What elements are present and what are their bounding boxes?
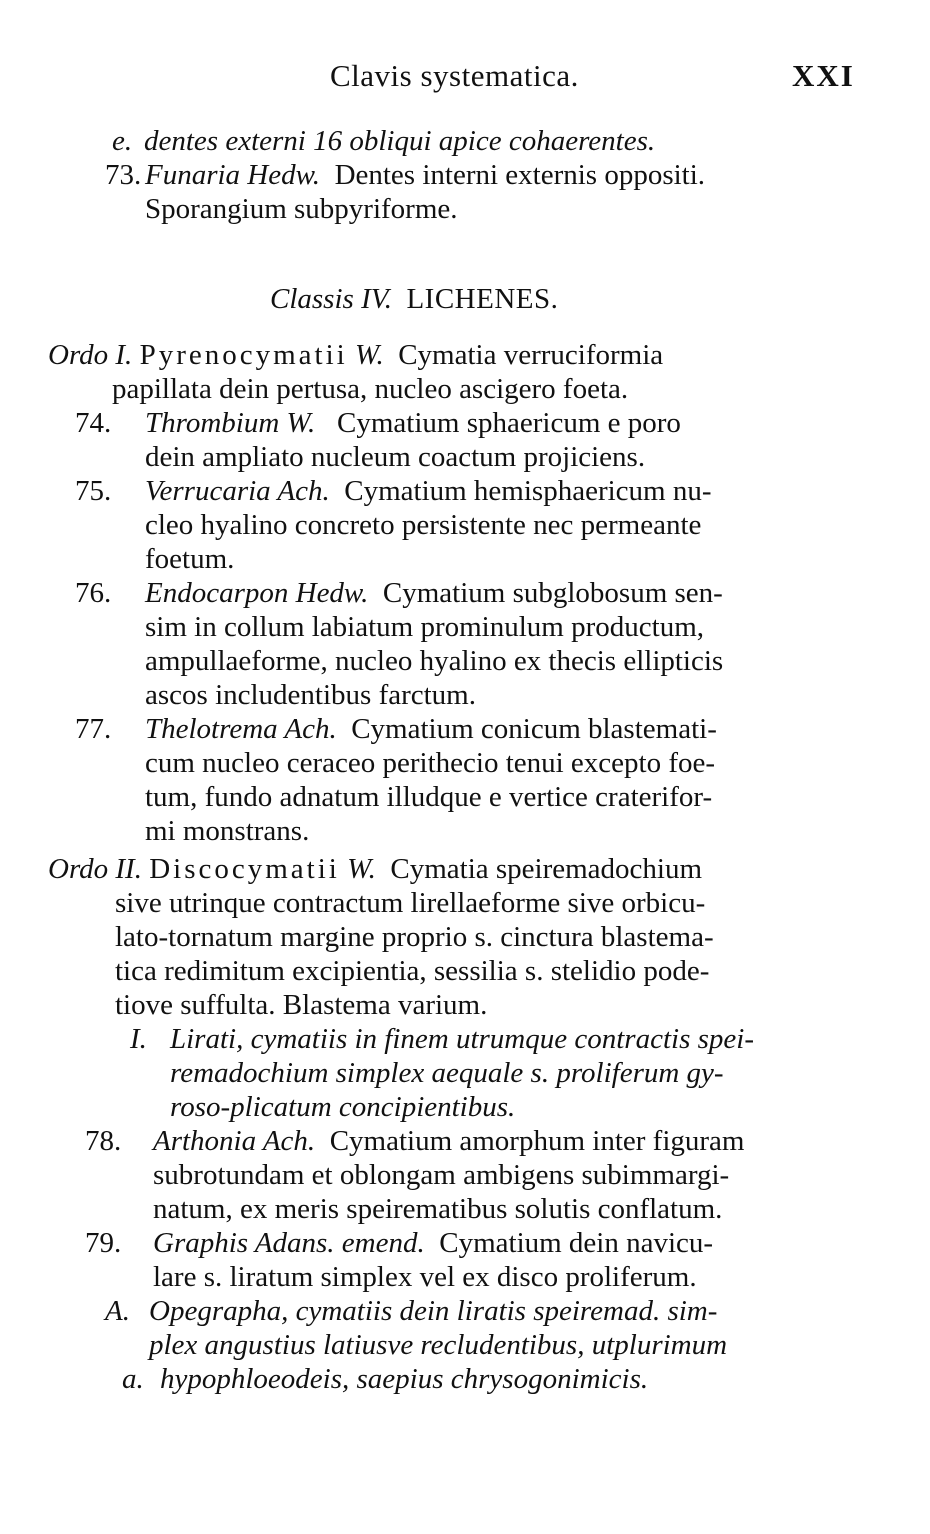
genus-79-number: 79. <box>85 1227 122 1259</box>
section-A-line2: plex angustius latiusve recludentibus, utplurimum <box>149 1329 728 1361</box>
genus-79-text: Cymatium dein navicu- <box>439 1227 714 1259</box>
section-A-a-label: a. <box>122 1363 144 1395</box>
genus-78-text: Cymatium amorphum inter figuram <box>329 1125 745 1157</box>
genus-75-text: Cymatium hemisphaericum nu- <box>344 475 712 507</box>
genus-74-text: Cymatium sphaericum e poro <box>337 407 681 439</box>
ordo-1-name: Pyrenocymatii <box>139 339 348 371</box>
genus-75-number: 75. <box>75 475 112 507</box>
header-title: Clavis systematica. <box>330 58 579 93</box>
section-A-line1: Opegrapha, cymatiis dein liratis speiremad. sim- <box>149 1295 718 1327</box>
section-I-label: I. <box>130 1023 147 1055</box>
genus-73-number: 73. <box>105 159 142 191</box>
genus-74-number: 74. <box>75 407 112 439</box>
classis-label: Classis IV. <box>270 283 392 315</box>
genus-78-line2: subrotundam et oblongam ambigens subimmargi- <box>153 1159 730 1191</box>
genus-77-line3: tum, fundo adnatum illudque e vertice craterifor- <box>145 781 713 813</box>
genus-78-line3: natum, ex meris speirematibus solutis conflatum. <box>153 1193 723 1225</box>
classis-heading <box>270 282 558 316</box>
genus-76-name: Endocarpon Hedw. <box>145 577 369 609</box>
ordo-2-line5: tiove suffulta. Blastema varium. <box>115 989 488 1021</box>
entry-e-label: e. <box>112 125 133 157</box>
genus-79 <box>85 1226 713 1260</box>
section-A-label: A. <box>105 1295 130 1327</box>
section-I-line2: remadochium simplex aequale s. proliferum gy- <box>170 1057 724 1089</box>
ordo-1 <box>48 338 860 372</box>
entry-e-text: dentes externi 16 obliqui apice cohaerentes. <box>144 125 656 157</box>
section-I-line3: roso-plicatum concipientibus. <box>170 1091 516 1123</box>
entry-e <box>112 124 752 158</box>
genus-78-number: 78. <box>85 1125 122 1157</box>
running-header <box>0 58 930 98</box>
genus-74 <box>75 406 681 440</box>
genus-75-line2: cleo hyalino concreto persistente nec permeante <box>145 509 702 541</box>
genus-73-text: Dentes interni externis oppositi. <box>334 159 706 191</box>
ordo-1-author: W. <box>354 339 384 371</box>
ordo-1-text: Cymatia verruciformia <box>398 339 664 371</box>
genus-79-name: Graphis Adans. emend. <box>153 1227 425 1259</box>
genus-77-name: Thelotrema Ach. <box>145 713 337 745</box>
ordo-1-label: Ordo I. <box>48 339 133 371</box>
ordo-2-text: Cymatia speiremadochium <box>390 853 703 885</box>
genus-76-line4: ascos includentibus farctum. <box>145 679 476 711</box>
genus-75 <box>75 474 712 508</box>
genus-73-name: Funaria Hedw. <box>145 159 321 191</box>
ordo-2-line4: tica redimitum excipientia, sessilia s. stelidio pode- <box>115 955 710 987</box>
genus-75-line3: foetum. <box>145 543 235 575</box>
ordo-2-label: Ordo II. <box>48 853 142 885</box>
genus-77-line2: cum nucleo ceraceo perithecio tenui excepto foe- <box>145 747 716 779</box>
genus-77-line4: mi monstrans. <box>145 815 310 847</box>
genus-77 <box>75 712 717 746</box>
classis-name: LICHENES. <box>406 283 559 315</box>
genus-75-name: Verrucaria Ach. <box>145 475 330 507</box>
genus-77-number: 77. <box>75 713 112 745</box>
ordo-1-line2: papillata dein pertusa, nucleo ascigero foeta. <box>112 373 629 405</box>
genus-73 <box>105 158 865 192</box>
genus-74-name: Thrombium W. <box>145 407 316 439</box>
genus-76-line3: ampullaeforme, nucleo hyalino ex thecis ellipticis <box>145 645 724 677</box>
genus-74-line2: dein ampliato nucleum coactum projiciens. <box>145 441 646 473</box>
ordo-2-line3: lato-tornatum margine proprio s. cinctura blastema- <box>115 921 714 953</box>
section-I <box>130 1022 754 1056</box>
section-A <box>105 1294 717 1328</box>
genus-78 <box>85 1124 744 1158</box>
section-A-a-text: hypophloeodeis, saepius chrysogonimicis. <box>160 1363 649 1395</box>
genus-76 <box>75 576 723 610</box>
section-I-line1: Lirati, cymatiis in finem utrumque contractis spei- <box>170 1023 754 1055</box>
ordo-2-name: Discocymatii <box>149 853 340 885</box>
genus-78-name: Arthonia Ach. <box>153 1125 316 1157</box>
ordo-2 <box>48 852 702 886</box>
genus-76-number: 76. <box>75 577 112 609</box>
page-number: XXI <box>792 58 855 93</box>
genus-79-line2: lare s. liratum simplex vel ex disco proliferum. <box>153 1261 697 1293</box>
genus-73-line2: Sporangium subpyriforme. <box>145 193 458 225</box>
genus-76-text: Cymatium subglobosum sen- <box>382 577 723 609</box>
ordo-2-line2: sive utrinque contractum lirellaeforme sive orbicu- <box>115 887 706 919</box>
genus-77-text: Cymatium conicum blastemati- <box>351 713 717 745</box>
section-A-a <box>122 1362 648 1396</box>
ordo-2-author: W. <box>347 853 376 885</box>
genus-76-line2: sim in collum labiatum prominulum productum, <box>145 611 705 643</box>
